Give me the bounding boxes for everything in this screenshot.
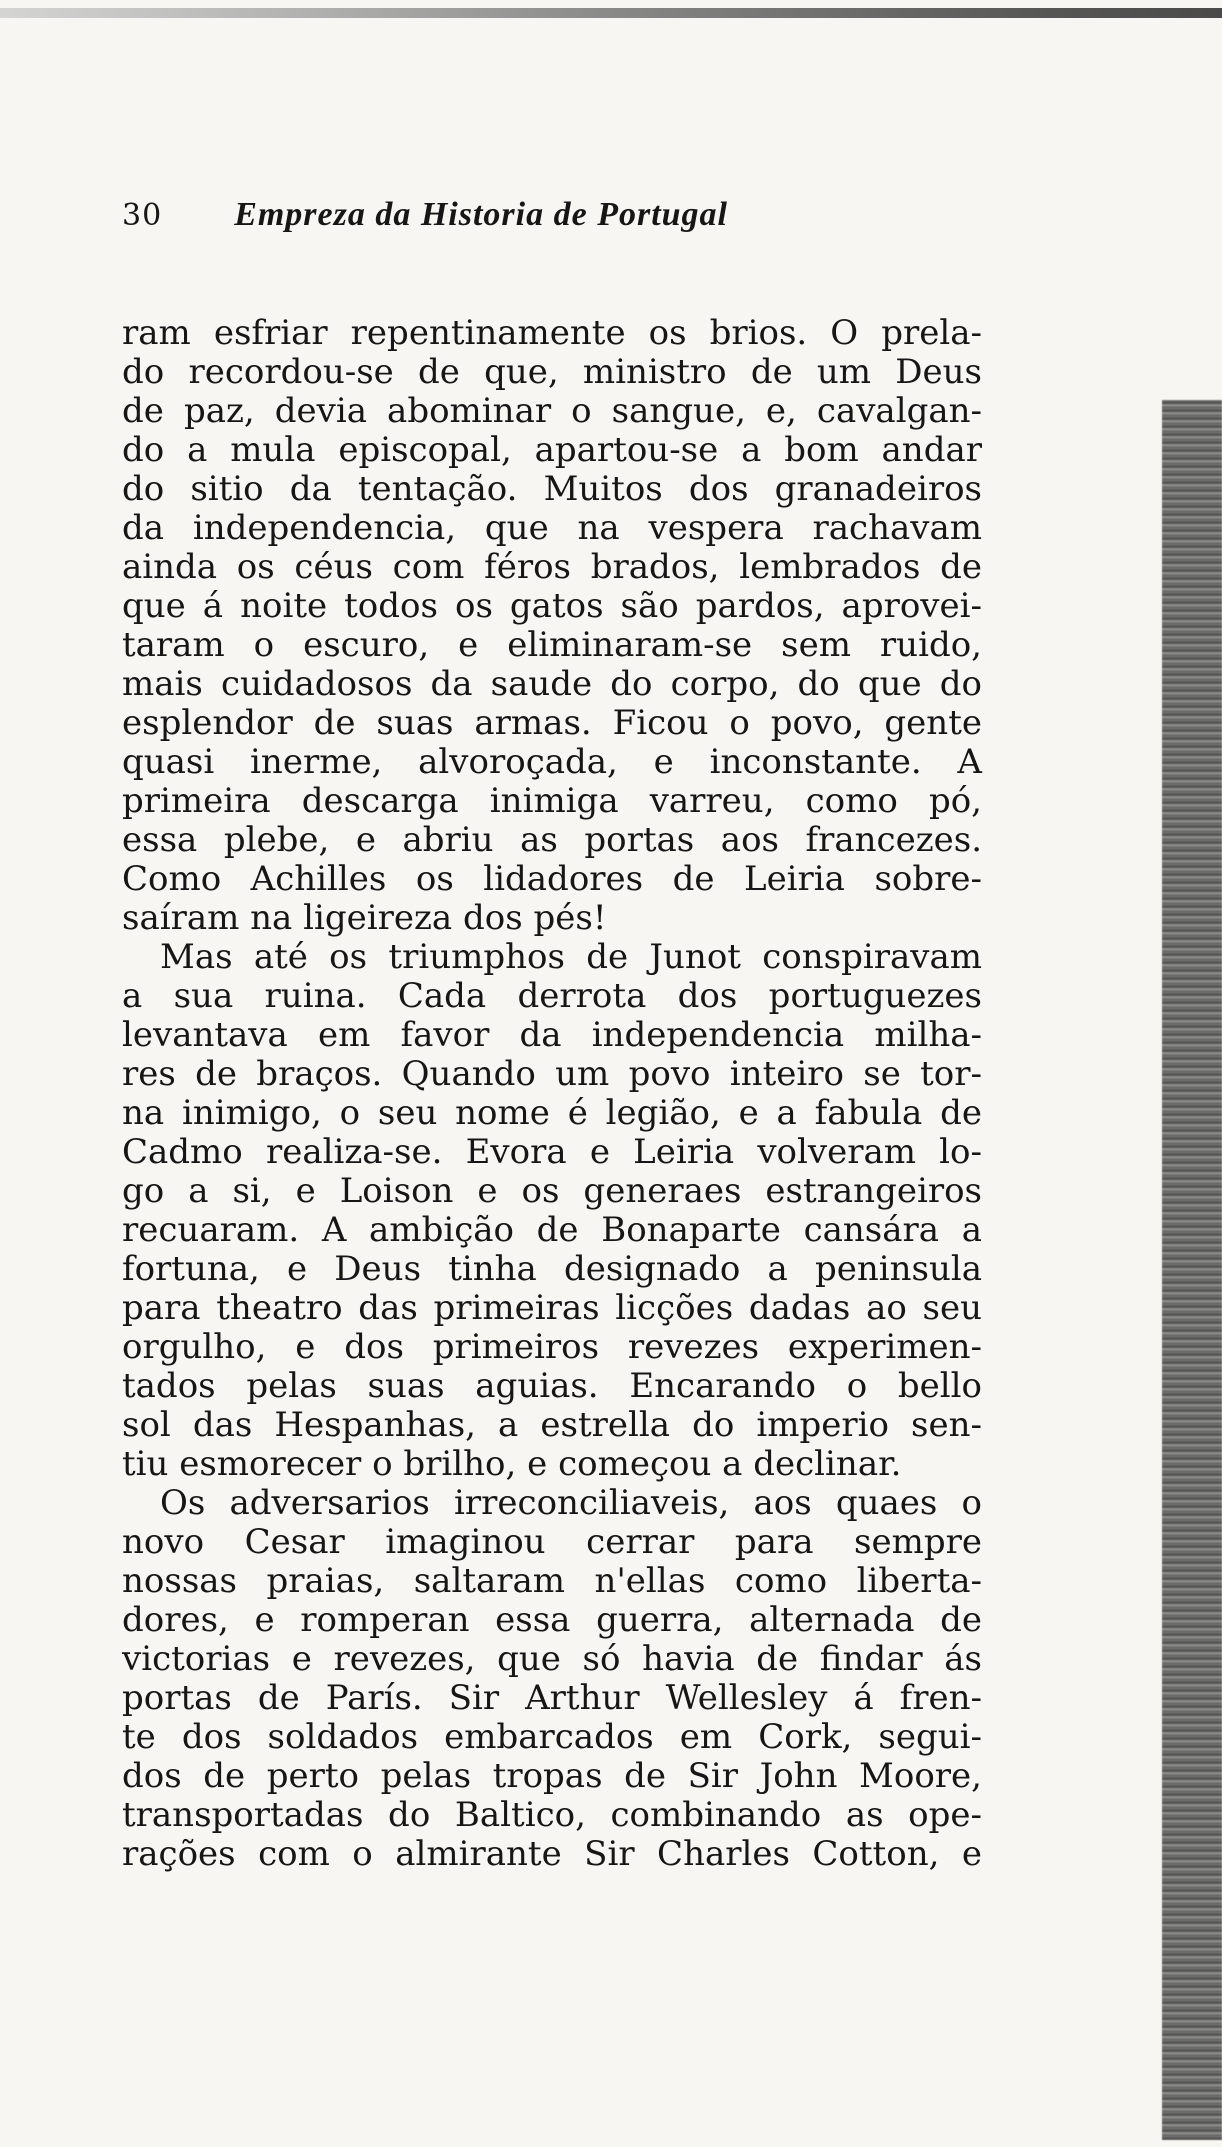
text-line: saíram na ligeireza dos pés! — [122, 898, 607, 938]
text-line: sol das Hespanhas, a estrella do imperio sen- — [122, 1405, 982, 1445]
text-line: taram o escuro, e eliminaram-se sem ruido, — [122, 625, 982, 665]
text-line: dos de perto pelas tropas de Sir John Moore, — [122, 1756, 982, 1796]
text-line: ram esfriar repentinamente os brios. O prela- — [122, 313, 982, 353]
text-line: nossas praias, saltaram n'ellas como liberta- — [122, 1561, 982, 1601]
text-line: tados pelas suas aguias. Encarando o bello — [122, 1366, 982, 1406]
text-line: dores, e romperan essa guerra, alternada de — [122, 1600, 982, 1640]
text-line: Cadmo realiza-se. Evora e Leiria volveram lo- — [122, 1132, 982, 1172]
text-line: do recordou-se de que, ministro de um Deus — [122, 352, 982, 392]
text-line: mais cuidadosos da saude do corpo, do que do — [122, 664, 982, 704]
text-line: de paz, devia abominar o sangue, e, cavalgan- — [122, 391, 982, 431]
text-line: Os adversarios irreconciliaveis, aos quaes o — [160, 1483, 982, 1523]
text-line: quasi inerme, alvoroçada, e inconstante. A — [122, 742, 982, 782]
page-number: 30 — [122, 197, 163, 233]
text-line: do sitio da tentação. Muitos dos granadeiros — [122, 469, 982, 509]
text-line: te dos soldados embarcados em Cork, segui- — [122, 1717, 982, 1757]
text-line: portas de París. Sir Arthur Wellesley á fren- — [122, 1678, 982, 1718]
text-line: esplendor de suas armas. Ficou o povo, gente — [122, 703, 982, 743]
text-line: levantava em favor da independencia milha- — [122, 1015, 982, 1055]
page-binding-edge — [1162, 400, 1222, 2140]
text-line: recuaram. A ambição de Bonaparte cansára a — [122, 1210, 982, 1250]
text-line: que á noite todos os gatos são pardos, aprovei- — [122, 586, 982, 626]
text-line: transportadas do Baltico, combinando as ope- — [122, 1795, 982, 1835]
text-line: a sua ruina. Cada derrota dos portuguezes — [122, 976, 982, 1016]
running-title: Empreza da Historia de Portugal — [234, 196, 729, 233]
text-line: rações com o almirante Sir Charles Cotton, e — [122, 1834, 982, 1874]
page-header — [122, 190, 982, 240]
text-line: Mas até os triumphos de Junot conspiravam — [160, 937, 982, 977]
text-line: fortuna, e Deus tinha designado a peninsula — [122, 1249, 982, 1289]
text-line: Como Achilles os lidadores de Leiria sobre- — [122, 859, 982, 899]
body-text — [122, 314, 982, 1874]
text-line: tiu esmorecer o brilho, e começou a declinar. — [122, 1444, 902, 1484]
text-line: ainda os céus com féros brados, lembrados de — [122, 547, 982, 587]
text-line: res de braços. Quando um povo inteiro se tor- — [122, 1054, 982, 1094]
text-line: victorias e revezes, que só havia de findar ás — [122, 1639, 982, 1679]
text-line: novo Cesar imaginou cerrar para sempre — [122, 1522, 982, 1562]
text-line: go a si, e Loison e os generaes estrangeiros — [122, 1171, 982, 1211]
text-line: do a mula episcopal, apartou-se a bom andar — [122, 430, 982, 470]
text-line: orgulho, e dos primeiros revezes experimen- — [122, 1327, 982, 1367]
text-line: na inimigo, o seu nome é legião, e a fabula de — [122, 1093, 982, 1133]
text-line: essa plebe, e abriu as portas aos francezes. — [122, 820, 982, 860]
text-line: da independencia, que na vespera rachavam — [122, 508, 982, 548]
top-edge-shadow — [0, 8, 1222, 18]
text-line: para theatro das primeiras licções dadas ao seu — [122, 1288, 982, 1328]
text-line: primeira descarga inimiga varreu, como pó, — [122, 781, 982, 821]
